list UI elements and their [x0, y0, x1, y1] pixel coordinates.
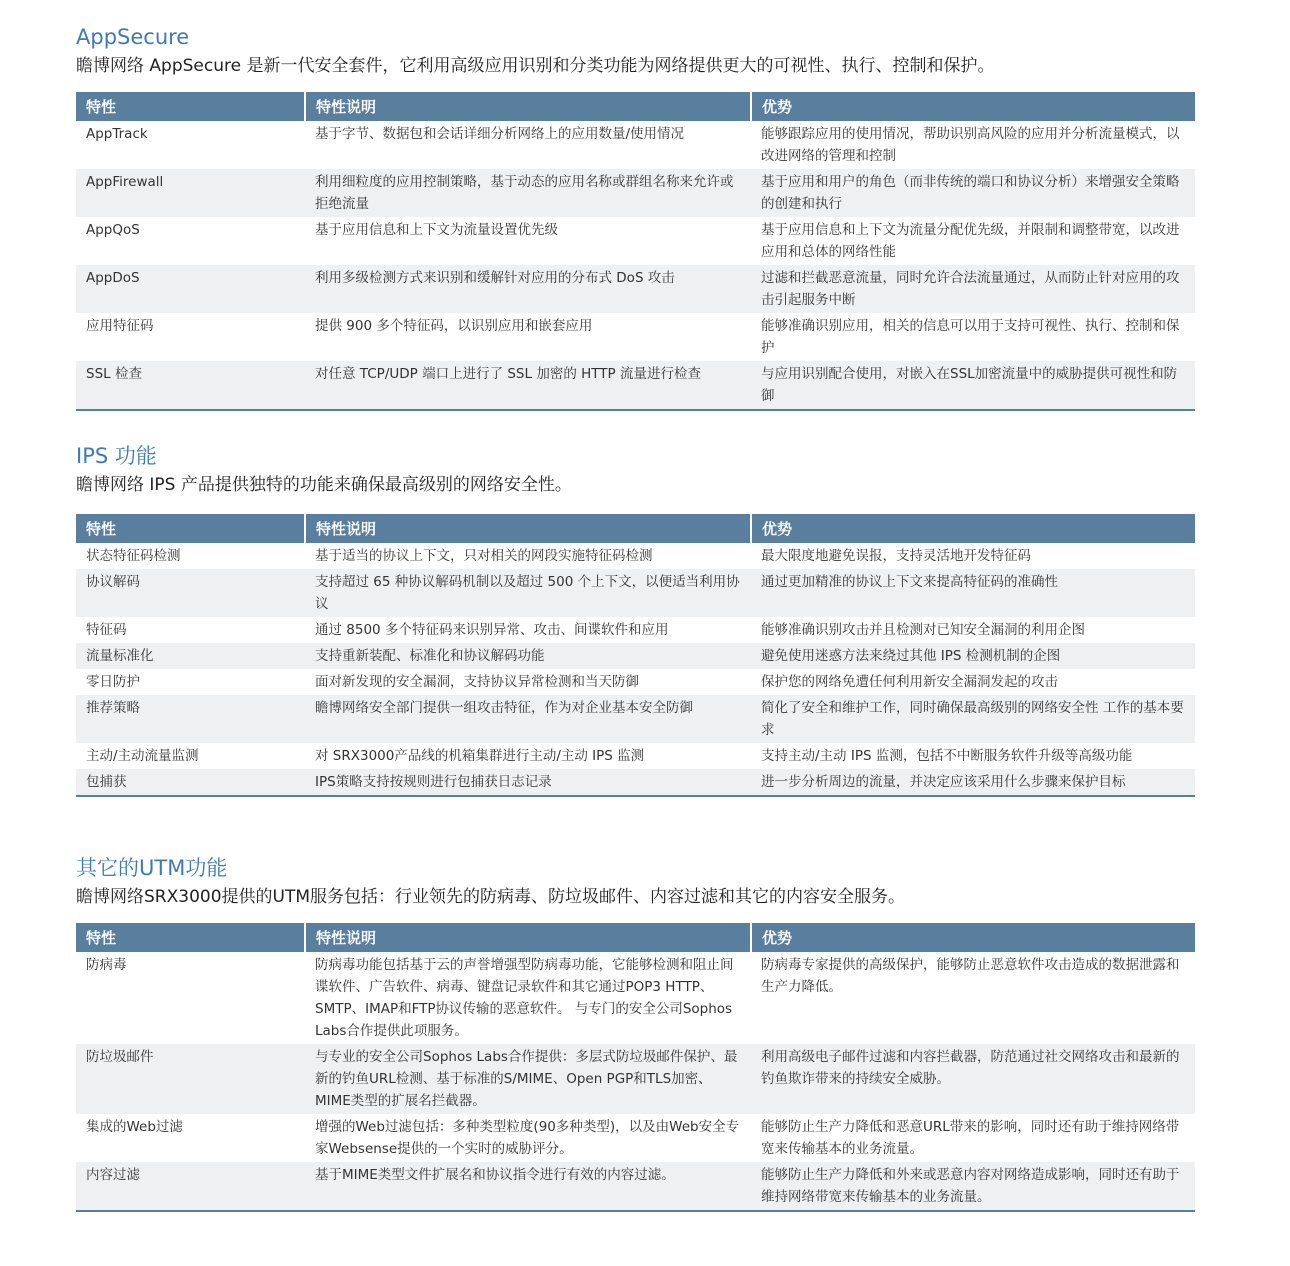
table-row: [76, 313, 1195, 361]
section-title: IPS 功能: [76, 444, 157, 468]
feature-description-cell: 对 SRX3000产品线的机箱集群进行主动/主动 IPS 监测: [315, 748, 645, 764]
feature-advantage-cell: 保护您的网络免遭任何利用新安全漏洞发起的攻击: [761, 674, 1058, 690]
feature-description-cell: 基于适当的协议上下文，只对相关的网段实施特征码检测: [315, 548, 653, 564]
section-intro: 瞻博网络SRX3000提供的UTM服务包括：行业领先的防病毒、防垃圾邮件、内容过滤和其它的内容安全服务。: [76, 887, 906, 907]
feature-description-cell: 通过 8500 多个特征码来识别异常、攻击、间谍软件和应用: [315, 622, 669, 638]
col-header-advantage: 优势: [751, 92, 1195, 121]
feature-description-cell: 与专业的安全公司Sophos Labs合作提供：多层式防垃圾邮件保护、最新的钓鱼URL检测、基于标准的S/MIME、Open PGP和TLS加密、MIME类型的扩展名拦截器。: [305, 1044, 751, 1114]
feature-advantage-cell: 能够跟踪应用的使用情况，帮助识别高风险的应用并分析流量模式，以改进网络的管理和控制: [761, 126, 1180, 164]
table-body: [76, 543, 1195, 796]
feature-description-cell: 提供 900 多个特征码，以识别应用和嵌套应用: [315, 318, 593, 334]
col-header-description: 特性说明: [305, 923, 751, 952]
col-header-feature: 特性: [76, 923, 305, 952]
section-intro: 瞻博网络 AppSecure 是新一代安全套件，它利用高级应用识别和分类功能为网络提供更大的可视性、执行、控制和保护。: [76, 56, 995, 76]
feature-name-cell: 内容过滤: [76, 1162, 305, 1211]
feature-name-cell: AppQoS: [86, 222, 140, 238]
table-row: [76, 617, 1195, 643]
feature-advantage-cell: 利用高级电子邮件过滤和内容拦截器，防范通过社交网络攻击和最新的钓鱼欺诈带来的持续安全威胁。: [751, 1044, 1195, 1114]
ips-section: [76, 443, 1195, 797]
feature-table: [76, 92, 1195, 411]
col-header-feature: 特性: [76, 514, 305, 543]
feature-advantage-cell: 最大限度地避免误报，支持灵活地开发特征码: [761, 548, 1031, 564]
appsecure-section: [76, 24, 1195, 411]
feature-table: [76, 923, 1195, 1212]
utm-section: [76, 855, 1195, 1212]
table-row: [76, 265, 1195, 313]
table-row: [76, 543, 1195, 569]
table-row: [76, 1114, 1195, 1162]
section-title: AppSecure: [76, 25, 190, 49]
feature-advantage-cell: 基于应用信息和上下文为流量分配优先级，并限制和调整带宽，以改进应用和总体的网络性能: [761, 222, 1180, 260]
table-body: [76, 952, 1195, 1211]
feature-advantage-cell: 能够准确识别攻击并且检测对已知安全漏洞的利用企图: [761, 622, 1085, 638]
feature-advantage-cell: 过滤和拦截恶意流量，同时允许合法流量通过，从而防止针对应用的攻击引起服务中断: [751, 265, 1195, 313]
table-row: [76, 669, 1195, 695]
feature-advantage-cell: 进一步分析周边的流量，并决定应该采用什么步骤来保护目标: [751, 769, 1195, 796]
feature-description-cell: 基于应用信息和上下文为流量设置优先级: [315, 222, 558, 238]
feature-description-cell: 增强的Web过滤包括：多种类型粒度(90多种类型)，以及由Web安全专家Websense提供的一个实时的威胁评分。: [315, 1119, 740, 1157]
feature-name-cell: 流量标准化: [76, 643, 305, 669]
table-row: [76, 361, 1195, 410]
feature-advantage-cell: 支持主动/主动 IPS 监测，包括不中断服务软件升级等高级功能: [761, 748, 1133, 764]
table-row: [76, 643, 1195, 669]
feature-name-cell: 防病毒: [86, 957, 127, 973]
feature-advantage-cell: 能够防止生产力降低和恶意URL带来的影响，同时还有助于维持网络带宽来传输基本的业务流量。: [761, 1119, 1180, 1157]
table-row: [76, 569, 1195, 617]
table-row: [76, 169, 1195, 217]
col-header-description: 特性说明: [305, 514, 751, 543]
feature-name-cell: 集成的Web过滤: [86, 1119, 183, 1135]
feature-name-cell: 主动/主动流量监测: [86, 748, 199, 764]
feature-name-cell: 包捕获: [76, 769, 305, 796]
feature-advantage-cell: 基于应用和用户的角色（而非传统的端口和协议分析）来增强安全策略的创建和执行: [751, 169, 1195, 217]
feature-advantage-cell: 与应用识别配合使用，对嵌入在SSL加密流量中的威胁提供可视性和防御: [751, 361, 1195, 410]
feature-name-cell: AppDoS: [76, 265, 305, 313]
feature-description-cell: 利用多级检测方式来识别和缓解针对应用的分布式 DoS 攻击: [305, 265, 751, 313]
feature-description-cell: 对任意 TCP/UDP 端口上进行了 SSL 加密的 HTTP 流量进行检查: [305, 361, 751, 410]
feature-name-cell: 特征码: [86, 622, 127, 638]
feature-description-cell: 利用细粒度的应用控制策略，基于动态的应用名称或群组名称来允许或拒绝流量: [305, 169, 751, 217]
feature-description-cell: 支持重新装配、标准化和协议解码功能: [305, 643, 751, 669]
feature-table: [76, 514, 1195, 797]
table-header-row: [76, 923, 1195, 952]
feature-description-cell: IPS策略支持按规则进行包捕获日志记录: [305, 769, 751, 796]
table-row: [76, 1044, 1195, 1114]
feature-name-cell: 零日防护: [86, 674, 140, 690]
feature-name-cell: AppTrack: [86, 126, 148, 142]
feature-description-cell: 基于MIME类型文件扩展名和协议指令进行有效的内容过滤。: [305, 1162, 751, 1211]
feature-advantage-cell: 防病毒专家提供的高级保护，能够防止恶意软件攻击造成的数据泄露和生产力降低。: [761, 957, 1180, 995]
table-body: [76, 121, 1195, 410]
feature-name-cell: AppFirewall: [76, 169, 305, 217]
feature-advantage-cell: 避免使用迷惑方法来绕过其他 IPS 检测机制的企图: [751, 643, 1195, 669]
table-row: [76, 743, 1195, 769]
feature-name-cell: 推荐策略: [76, 695, 305, 743]
feature-description-cell: 支持超过 65 种协议解码机制以及超过 500 个上下文，以便适当利用协议: [305, 569, 751, 617]
feature-description-cell: 防病毒功能包括基于云的声誉增强型防病毒功能，它能够检测和阻止间谍软件、广告软件、病毒、键盘记录软件和其它通过POP3 HTTP、SMTP、IMAP和FTP协议传输的恶意软件。 与专门的安全公司Sophos Labs合作提供此项服务。: [315, 957, 734, 1039]
feature-name-cell: 防垃圾邮件: [76, 1044, 305, 1114]
section-title: 其它的UTM功能: [76, 856, 228, 880]
feature-description-cell: 面对新发现的安全漏洞，支持协议异常检测和当天防御: [315, 674, 639, 690]
table-header-row: [76, 514, 1195, 543]
col-header-advantage: 优势: [751, 514, 1195, 543]
col-header-advantage: 优势: [751, 923, 1195, 952]
table-row: [76, 769, 1195, 796]
feature-description-cell: 基于字节、数据包和会话详细分析网络上的应用数量/使用情况: [315, 126, 685, 142]
feature-name-cell: 协议解码: [76, 569, 305, 617]
table-row: [76, 121, 1195, 169]
col-header-feature: 特性: [76, 92, 305, 121]
feature-description-cell: 瞻博网络安全部门提供一组攻击特征，作为对企业基本安全防御: [305, 695, 751, 743]
feature-advantage-cell: 能够准确识别应用，相关的信息可以用于支持可视性、执行、控制和保护: [761, 318, 1180, 356]
section-intro: 瞻博网络 IPS 产品提供独特的功能来确保最高级别的网络安全性。: [76, 475, 572, 495]
feature-name-cell: 状态特征码检测: [86, 548, 181, 564]
feature-advantage-cell: 能够防止生产力降低和外来或恶意内容对网络造成影响，同时还有助于维持网络带宽来传输基本的业务流量。: [751, 1162, 1195, 1211]
table-row: [76, 695, 1195, 743]
feature-name-cell: SSL 检查: [76, 361, 305, 410]
feature-advantage-cell: 通过更加精准的协议上下文来提高特征码的准确性: [751, 569, 1195, 617]
table-row: [76, 952, 1195, 1044]
feature-name-cell: 应用特征码: [86, 318, 154, 334]
table-row: [76, 217, 1195, 265]
table-header-row: [76, 92, 1195, 121]
feature-advantage-cell: 简化了安全和维护工作，同时确保最高级别的网络安全性 工作的基本要求: [751, 695, 1195, 743]
col-header-description: 特性说明: [305, 92, 751, 121]
table-row: [76, 1162, 1195, 1211]
